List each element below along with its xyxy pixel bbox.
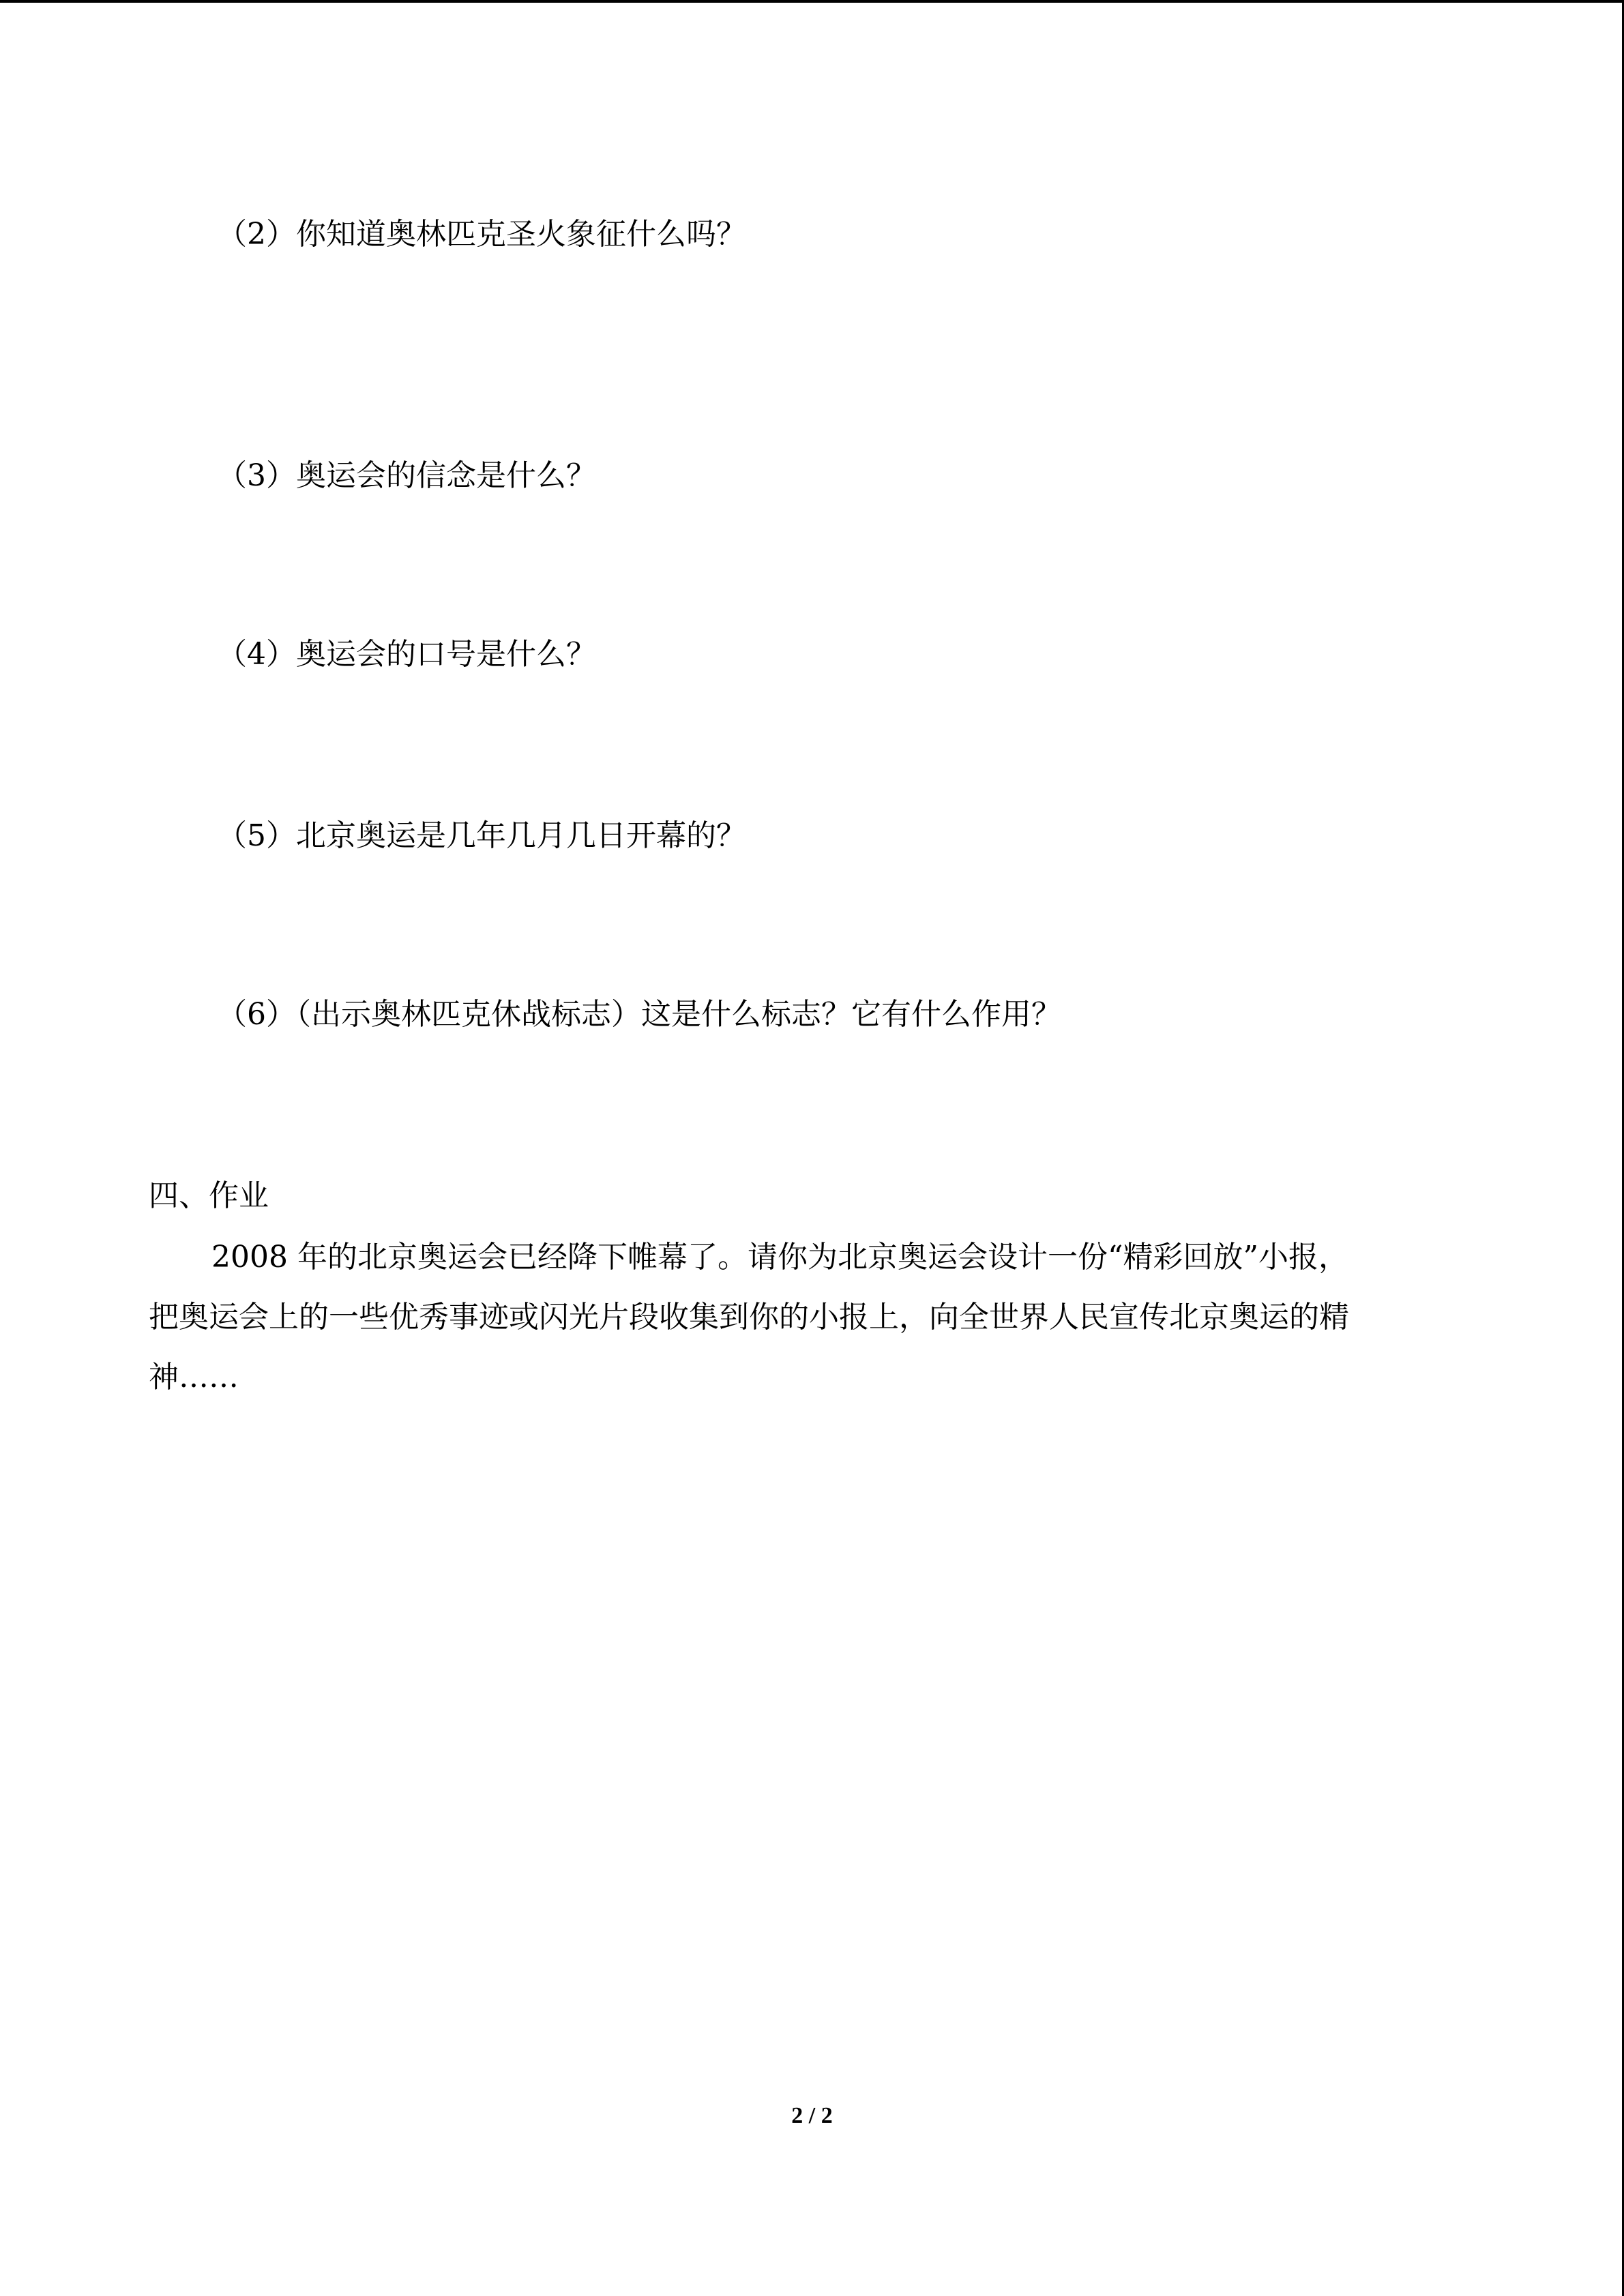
homework-line-2: 把奥运会上的一些优秀事迹或闪光片段收集到你的小报上，向全世界人民宣传北京奥运的精 (149, 1300, 1349, 1335)
homework-heading: 四、作业 (149, 1178, 269, 1213)
question-5: （5）北京奥运是几年几月几日开幕的？ (217, 818, 746, 853)
question-4: （4）奥运会的口号是什么？ (217, 637, 596, 672)
top-border (0, 0, 1624, 3)
homework-line-3: 神…… (149, 1360, 239, 1395)
page-number: 2 / 2 (791, 2103, 833, 2128)
homework-line-1: 2008 年的北京奥运会已经降下帷幕了。请你为北京奥运会设计一份“精彩回放”小报， (211, 1240, 1348, 1274)
question-6: （6）（出示奥林匹克休战标志）这是什么标志？它有什么作用？ (217, 997, 1061, 1032)
question-3: （3）奥运会的信念是什么？ (217, 458, 596, 493)
question-2: （2）你知道奥林匹克圣火象征什么吗？ (217, 217, 746, 252)
